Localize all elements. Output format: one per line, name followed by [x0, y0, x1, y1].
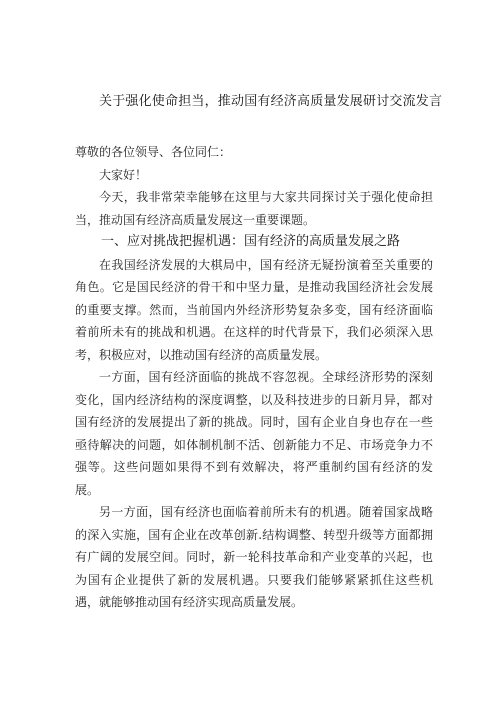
intro-paragraph: 今天，我非常荣幸能够在这里与大家共同探讨关于强化使命担当，推动国有经济高质量发展这一重要课题。 — [75, 190, 433, 227]
document-body — [75, 141, 433, 614]
body-paragraph: 另一方面，国有经济也面临着前所未有的机遇。随着国家战略的深入实施，国有企业在改革创新.结构调整、转型升级等方面都拥有广阔的发展空间。同时，新一轮科技革命和产业变革的兴起，也为国有企业提供了新的发展机遇。只要我们能够紧紧抓住这些机遇，就能够推动国有经济实现高质量发展。 — [75, 505, 433, 609]
salutation: 尊敬的各位领导、各位同仁： — [75, 145, 232, 159]
section-heading: 一、应对挑战把握机遇：国有经济的高质量发展之路 — [101, 234, 401, 249]
body-paragraph: 一方面，国有经济面临的挑战不容忽视。全球经济形势的深刻变化，国内经济结构的深度调整，以及科技进步的日新月异，都对国有经济的发展提出了新的挑战。同时，国有企业自身也存在一些亟待解决的问题，如体制机制不活、创新能力不足、市场竞争力不强等。这些问题如果得不到有效解决，将严重制约国有经济的发展。 — [75, 370, 433, 497]
document-title: 关于强化使命担当，推动国有经济高质量发展研讨交流发言 — [99, 94, 443, 109]
greeting: 大家好！ — [99, 167, 148, 182]
body-paragraph: 在我国经济发展的大棋局中，国有经济无疑扮演着至关重要的角色。它是国民经济的骨干和中坚力量，是推动我国经济社会发展的重要支撑。然而，当前国内外经济形势复杂多变，国有经济面临着前所未有的挑战和机遇。在这样的时代背景下，我们必须深入思考，积极应对，以推动国有经济的高质量发展。 — [75, 257, 433, 362]
